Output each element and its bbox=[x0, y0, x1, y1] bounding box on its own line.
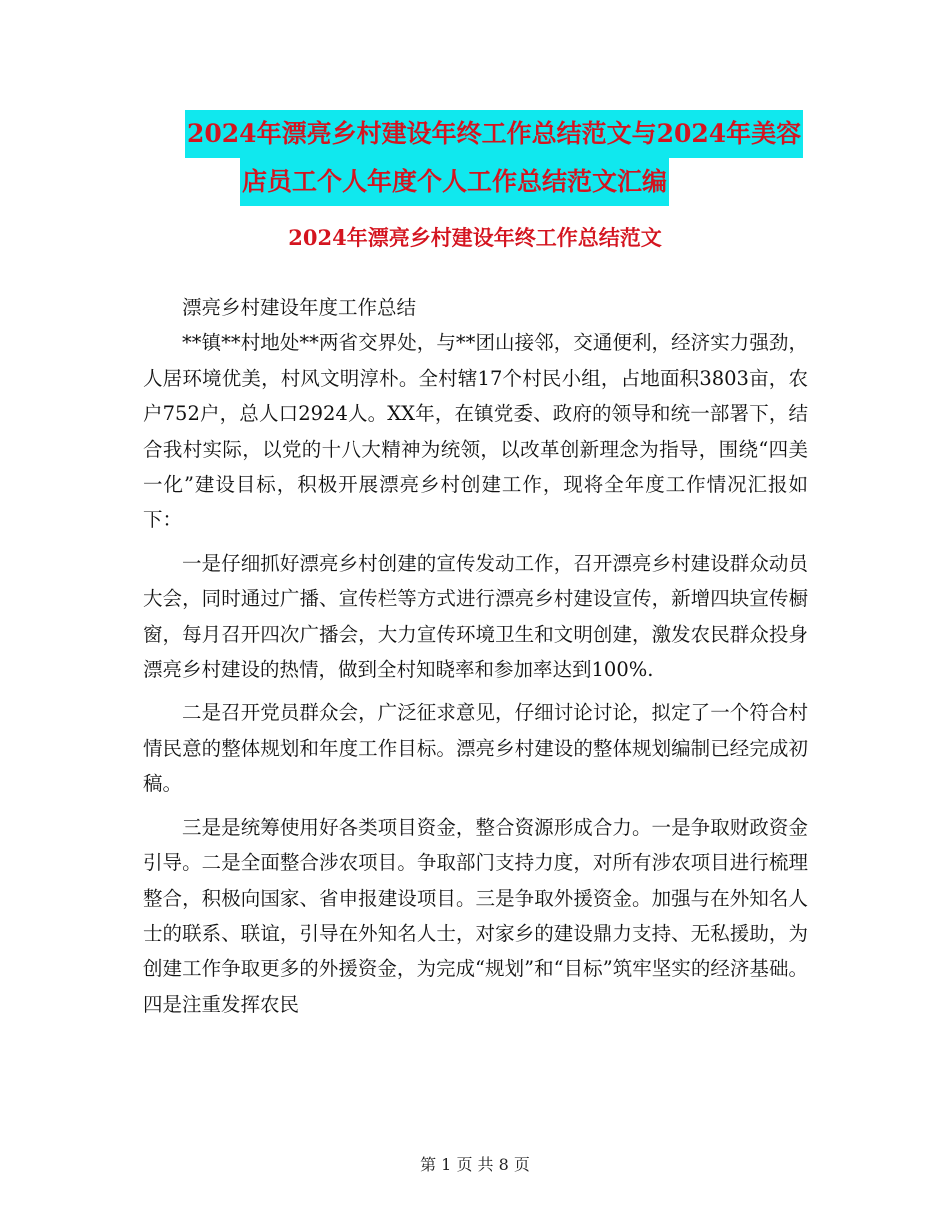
paragraph-subtitle: 漂亮乡村建设年度工作总结 bbox=[182, 296, 417, 319]
paragraph-item-1: 一是仔细抓好漂亮乡村创建的宣传发动工作，召开漂亮乡村建设群众动员大会，同时通过广播、宣传栏等方式进行漂亮乡村建设宣传，新增四块宣传橱窗，每月召开四次广播会，大力宣传环境卫生和文明创建，激发农民群众投身漂亮乡村建设的热情，做到全村知晓率和参加率达到100%. bbox=[143, 551, 808, 682]
document-title-line-2: 店员工个人年度个人工作总结范文汇编 bbox=[240, 158, 669, 206]
section-heading: 2024年漂亮乡村建设年终工作总结范文 bbox=[288, 225, 662, 250]
page-number-footer: 第 1 页 共 8 页 bbox=[420, 1155, 530, 1174]
paragraph-item-2: 二是召开党员群众会，广泛征求意见，仔细讨论讨论，拟定了一个符合村情民意的整体规划和年度工作目标。漂亮乡村建设的整体规划编制已经完成初稿。 bbox=[143, 701, 808, 796]
document-title-line-1: 2024年漂亮乡村建设年终工作总结范文与2024年美容 bbox=[185, 110, 803, 158]
document-body bbox=[143, 290, 808, 1022]
paragraph-intro: **镇**村地处**两省交界处，与**团山接邻，交通便利，经济实力强劲，人居环境优美，村风文明淳朴。全村辖17个村民小组，占地面积3803亩，农户752户，总人口2924人。XX年，在镇党委、政府的领导和统一部署下，结合我村实际，以党的十八大精神为统领，以改革创新理念为指导，围绕“四美一化”建设目标，积极开展漂亮乡村创建工作，现将全年度工作情况汇报如下： bbox=[143, 331, 808, 532]
paragraph-item-3: 三是是统筹使用好各类项目资金，整合资源形成合力。一是争取财政资金引导。二是全面整合涉农项目。争取部门支持力度，对所有涉农项目进行梳理整合，积极向国家、省申报建设项目。三是争取外援资金。加强与在外知名人士的联系、联谊，引导在外知名人士，对家乡的建设鼎力支持、无私援助，为创建工作争取更多的外援资金，为完成“规划”和“目标”筑牢坚实的经济基础。四是注重发挥农民 bbox=[143, 815, 808, 1016]
